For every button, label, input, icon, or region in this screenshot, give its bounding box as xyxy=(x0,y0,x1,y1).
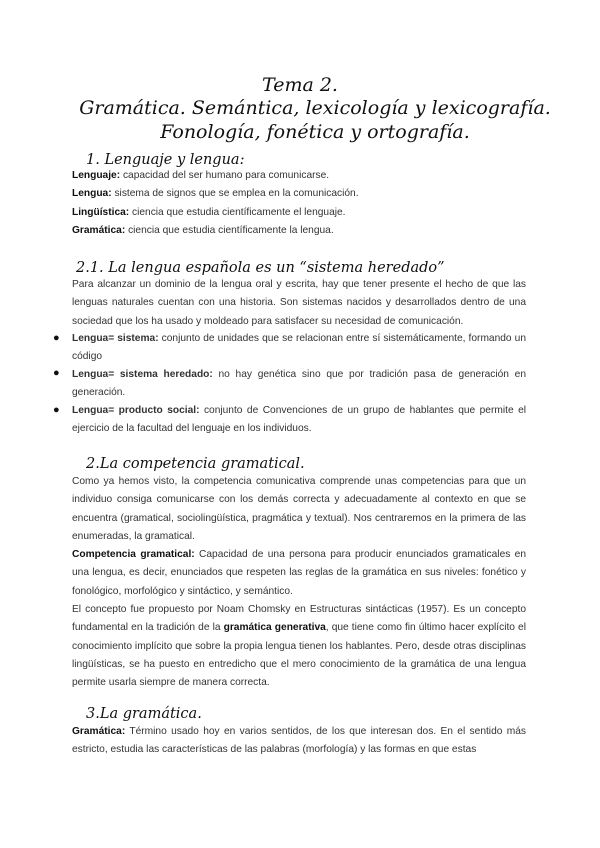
doc-title-line-1: Tema 2. xyxy=(262,74,338,96)
definition-item xyxy=(72,185,526,203)
bullet-item: Lengua= producto social: conjunto de Convenciones de un grupo de hablantes que permite el ejercicio de la facultad del lenguaje en los individuos. xyxy=(72,405,526,435)
bullet-item: Lengua= sistema heredado: no hay genética sino que por tradición pasa de generación en generación. xyxy=(72,369,526,399)
section-3-heading: 3.La gramática. xyxy=(86,706,202,722)
definition-term: Lengua: xyxy=(72,188,112,200)
bullet-icon: ● xyxy=(53,332,60,344)
section-2-heading: 2.La competencia gramatical. xyxy=(86,456,305,472)
definition-text: capacidad del ser humano para comunicarse. xyxy=(120,170,330,181)
doc-title-line-2: Gramática. Semántica, lexicología y lexicografía. xyxy=(79,97,551,119)
section-2-paragraph-1: Como ya hemos visto, la competencia comunicativa comprende unas competencias para que un individuo consiga comunicarse con los demás correcta y adecuadamente al contexto en que se encuentra (gramatical, sociolingüística, pragmática y textual). Nos centraremos en la primera de las enumeradas, la gramatical. xyxy=(72,476,526,542)
definition-item xyxy=(72,204,526,222)
section-2-paragraph-3: El concepto fue propuesto por Noam Chomsky en Estructuras sintácticas (1957). Es un concepto fundamental en la tradición de la gramática generativa, que tiene como fin último hacer explícito el conocimiento implícito que sobre la propia lengua tienen los hablantes. Pero, desde otras disciplinas lingüísticas, se ha puesto en entredicho que el mero conocimiento de la gramática de una lengua permite usarla siempre de manera correcta. xyxy=(72,604,526,689)
definition-text: ciencia que estudia científicamente el lenguaje. xyxy=(129,206,346,218)
definition-term: Lingüística: xyxy=(72,206,130,218)
section-3-paragraph: Gramática: Término usado hoy en varios sentidos, de los que interesan dos. En el sentido más estricto, estudia las características de las palabras (morfología) y las formas en que estas xyxy=(72,726,526,756)
section-1-heading: 1. Lenguaje y lengua: xyxy=(86,152,245,168)
definition-item xyxy=(72,222,526,240)
definition-term: Lenguaje: xyxy=(72,170,121,181)
doc-title-line-3: Fonología, fonética y ortografía. xyxy=(160,121,470,143)
bullet-icon: ● xyxy=(53,367,60,379)
section-1-definitions xyxy=(72,167,526,240)
definition-item xyxy=(72,167,526,185)
definition-text: ciencia que estudia científicamente la lengua. xyxy=(125,224,334,236)
section-2-1-intro: Para alcanzar un dominio de la lengua oral y escrita, hay que tener presente el hecho de que las lenguas naturales cuentan con una historia. Son sistemas nacidos y desarrollados dentro de una sociedad que los ha usado y moldeado para satisfacer su necesidad de comunicación. xyxy=(72,279,526,327)
bullet-item: Lengua= sistema: conjunto de unidades que se relacionan entre sí sistemáticamente, formando un código xyxy=(72,333,526,363)
section-2-paragraph-2: Competencia gramatical: Capacidad de una persona para producir enunciados gramaticales en una lengua, es decir, enunciados que respeten las reglas de la gramática en sus niveles: fonético y fonológico, morfológico y sintáctico, y semántico. xyxy=(72,549,527,597)
definition-text: sistema de signos que se emplea en la comunicación. xyxy=(111,188,359,200)
bullet-icon: ● xyxy=(53,404,60,416)
definition-term: Gramática: xyxy=(72,224,126,236)
section-2-1-heading: 2.1. La lengua española es un “sistema heredado” xyxy=(76,260,445,276)
